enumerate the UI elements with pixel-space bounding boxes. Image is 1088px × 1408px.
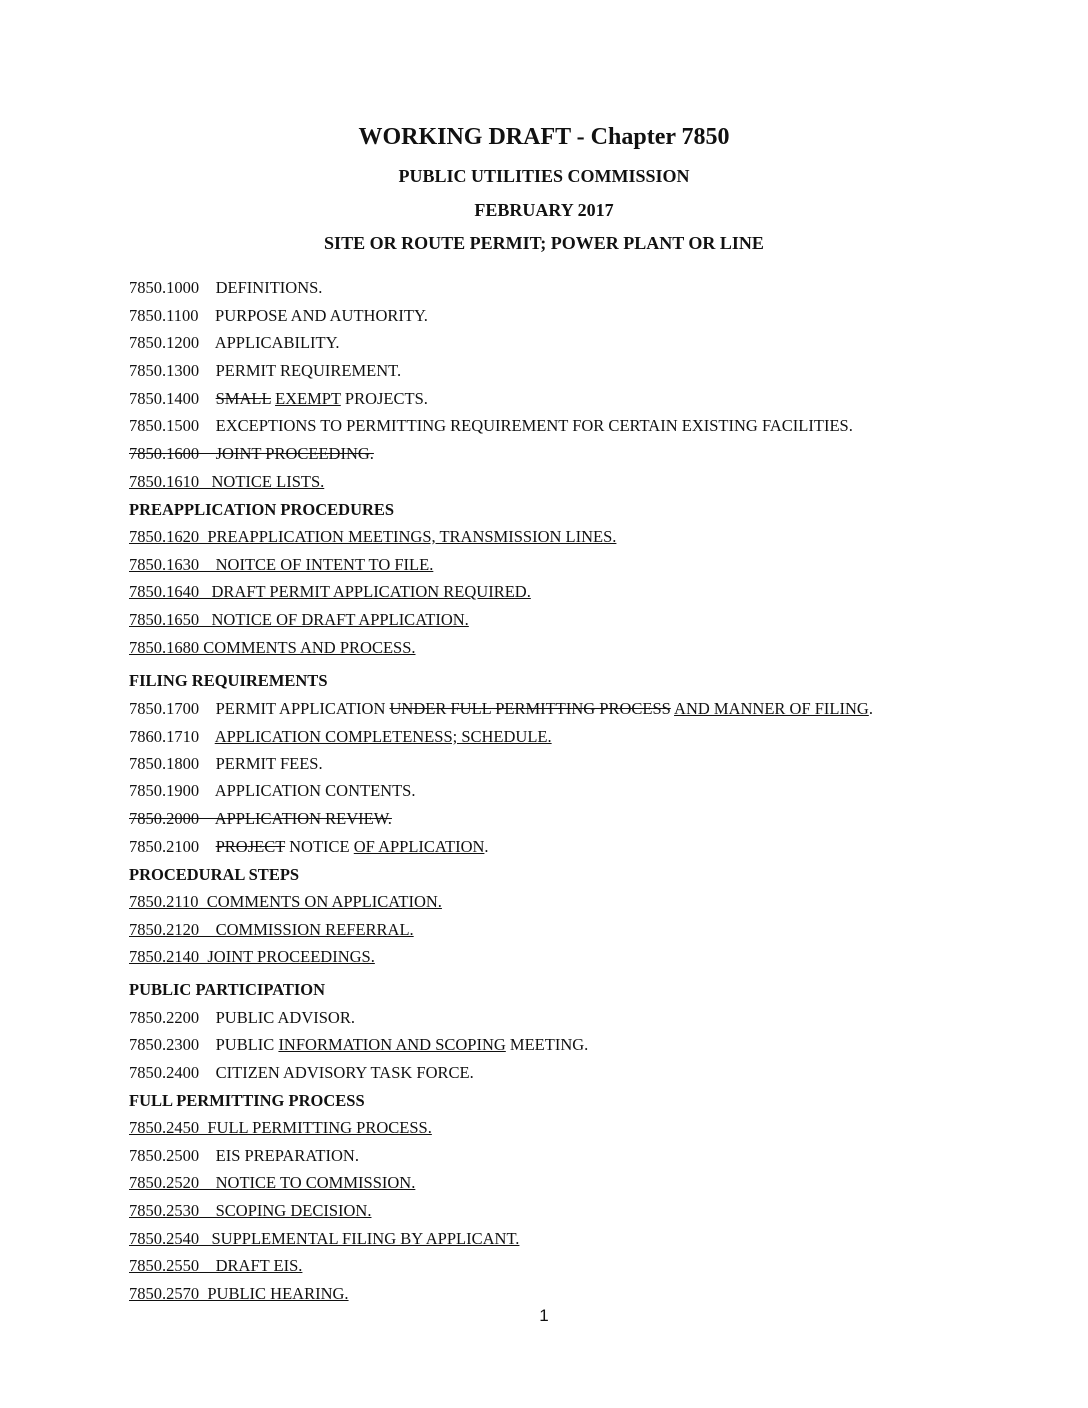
toc-entry (129, 1229, 519, 1249)
toc-entry (129, 1146, 359, 1166)
inserted-text: 7850.2540 SUPPLEMENTAL FILING BY APPLICANT. (129, 1229, 520, 1248)
toc-entry (129, 333, 340, 353)
page-number: 1 (539, 1306, 549, 1325)
toc-entry (129, 947, 375, 967)
inserted-text: 7850.2520 NOTICE TO COMMISSION. (129, 1173, 416, 1192)
entry-text: 7850.1000 (129, 278, 200, 297)
chapter-subtitle: SITE OR ROUTE PERMIT; POWER PLANT OR LINE (324, 233, 764, 253)
toc-entry (129, 1256, 302, 1276)
entry-text: PREAPPLICATION PROCEDURES (129, 500, 395, 519)
toc-entry (129, 1201, 371, 1221)
deleted-text: SMALL (215, 389, 271, 408)
entry-text: PROJECTS. (340, 389, 428, 408)
deleted-text: PROJECT (215, 837, 286, 856)
entry-text: . (484, 837, 489, 856)
inserted-text: 7850.2450 FULL PERMITTING PROCESS. (129, 1118, 432, 1137)
entry-text: DEFINITIONS. (199, 278, 323, 297)
agency-heading: PUBLIC UTILITIES COMMISSION (398, 166, 690, 186)
toc-entry (129, 892, 442, 912)
entry-text: 7860.1710 (129, 727, 200, 746)
entry-text: 7850.2200 (129, 1008, 200, 1027)
toc-entry (129, 809, 392, 829)
toc-entry (129, 1063, 474, 1083)
inserted-text: EXEMPT (275, 389, 341, 408)
deleted-text: 7850.1600 JOINT PROCEEDING. (129, 444, 374, 463)
date-heading: FEBRUARY 2017 (474, 200, 614, 220)
entry-text: PERMIT FEES. (199, 754, 323, 773)
entry-text: 7850.1700 (129, 699, 200, 718)
section-heading (129, 980, 325, 1000)
entry-text: MEETING. (505, 1035, 589, 1054)
inserted-text: 7850.2570 PUBLIC HEARING. (129, 1284, 349, 1303)
entry-text: APPLICATION CONTENTS. (199, 781, 416, 800)
entry-text: FILING REQUIREMENTS (129, 671, 328, 690)
entry-text (199, 837, 216, 856)
entry-text: PUBLIC (199, 1035, 279, 1054)
entry-text: PERMIT APPLICATION (199, 699, 390, 718)
inserted-text: 7850.1630 NOITCE OF INTENT TO FILE. (129, 555, 434, 574)
section-heading (129, 1091, 365, 1111)
toc-entry (129, 638, 416, 658)
entry-text: 7850.1300 (129, 361, 200, 380)
entry-text: FULL PERMITTING PROCESS (129, 1091, 365, 1110)
toc-entry (129, 555, 433, 575)
deleted-text: 7850.2000 APPLICATION REVIEW. (129, 809, 392, 828)
toc-entry (129, 527, 616, 547)
inserted-text: 7850.1680 COMMENTS AND PROCESS. (129, 638, 416, 657)
inserted-text: 7850.1650 NOTICE OF DRAFT APPLICATION. (129, 610, 469, 629)
entry-text: PROCEDURAL STEPS (129, 865, 300, 884)
toc-entry (129, 1118, 432, 1138)
entry-text: 7850.2300 (129, 1035, 200, 1054)
inserted-text: 7850.1620 PREAPPLICATION MEETINGS, TRANSMISSION LINES. (129, 527, 617, 546)
toc-entry (129, 837, 489, 857)
entry-text: PUBLIC ADVISOR. (199, 1008, 355, 1027)
entry-text: 7850.1200 (129, 333, 200, 352)
entry-text: PERMIT REQUIREMENT. (199, 361, 402, 380)
entry-text: CITIZEN ADVISORY TASK FORCE. (199, 1063, 474, 1082)
entry-text: 7850.1900 (129, 781, 200, 800)
toc-entry (129, 582, 531, 602)
entry-text (199, 389, 216, 408)
toc-entry (129, 389, 428, 409)
inserted-text: 7850.2140 JOINT PROCEEDINGS. (129, 947, 375, 966)
deleted-text: UNDER FULL PERMITTING PROCESS (389, 699, 671, 718)
entry-text: PUBLIC PARTICIPATION (129, 980, 326, 999)
entry-text: 7850.1100 (129, 306, 199, 325)
entry-text: 7850.2400 (129, 1063, 200, 1082)
toc-entry (129, 699, 873, 719)
entry-text: APPLICABILITY. (199, 333, 340, 352)
inserted-text: 7850.2120 COMMISSION REFERRAL. (129, 920, 414, 939)
toc-entry (129, 727, 552, 747)
inserted-text: OF APPLICATION (353, 837, 485, 856)
inserted-text: 7850.2110 COMMENTS ON APPLICATION. (129, 892, 442, 911)
toc-entry (129, 1284, 349, 1304)
toc-entry (129, 472, 324, 492)
inserted-text: 7850.1640 DRAFT PERMIT APPLICATION REQUIRED. (129, 582, 531, 601)
entry-text: 7850.1800 (129, 754, 200, 773)
toc-entry (129, 1035, 588, 1055)
toc-entry (129, 754, 323, 774)
entry-text: PURPOSE AND AUTHORITY. (198, 306, 428, 325)
entry-text: 7850.2100 (129, 837, 200, 856)
toc-entry (129, 416, 853, 436)
section-heading (129, 500, 394, 520)
inserted-text: APPLICATION COMPLETENESS; SCHEDULE. (214, 727, 552, 746)
section-heading (129, 671, 328, 691)
toc-entry (129, 1008, 355, 1028)
toc-entry (129, 278, 322, 298)
entry-text: EIS PREPARATION. (199, 1146, 359, 1165)
toc-entry (129, 444, 374, 464)
inserted-text: AND MANNER OF FILING (674, 699, 869, 718)
toc-entry (129, 920, 414, 940)
document-title: WORKING DRAFT - Chapter 7850 (358, 124, 730, 150)
entry-text: 7850.2500 (129, 1146, 200, 1165)
toc-entry (129, 306, 428, 326)
inserted-text: 7850.2550 DRAFT EIS. (129, 1256, 303, 1275)
entry-text: . (868, 699, 873, 718)
inserted-text: 7850.1610 NOTICE LISTS. (129, 472, 325, 491)
toc-entry (129, 1173, 415, 1193)
toc-entry (129, 781, 415, 801)
entry-text: 7850.1500 (129, 416, 200, 435)
toc-entry (129, 610, 469, 630)
entry-text (199, 727, 215, 746)
inserted-text: INFORMATION AND SCOPING (278, 1035, 506, 1054)
entry-text: 7850.1400 (129, 389, 200, 408)
toc-entry (129, 361, 401, 381)
entry-text: EXCEPTIONS TO PERMITTING REQUIREMENT FOR CERTAIN EXISTING FACILITIES. (199, 416, 853, 435)
section-heading (129, 865, 299, 885)
entry-text: NOTICE (285, 837, 354, 856)
inserted-text: 7850.2530 SCOPING DECISION. (129, 1201, 372, 1220)
